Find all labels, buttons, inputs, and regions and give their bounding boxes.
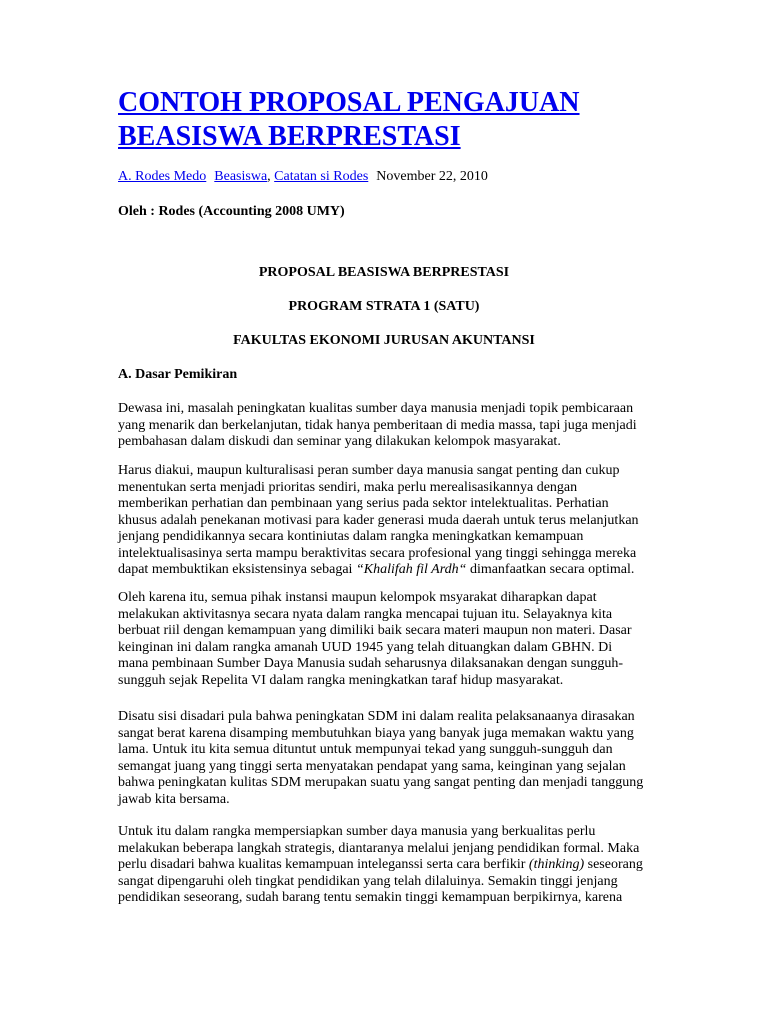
- paragraph-3: [118, 590, 654, 689]
- category-link-catatan[interactable]: Catatan si Rodes: [274, 169, 369, 184]
- paragraph-line: memberikan perhatian dan pembinaan yang serius pada sektor intelektualitas. Perhatian: [118, 496, 609, 511]
- paragraph-line: menentukan serta menjadi prioritas sendiri, maka perlu merealisasikannya dengan: [118, 479, 578, 495]
- paragraph-line: khusus adalah penekanan motivasi para kader generasi muda daerah untuk terus melanjutkan: [118, 512, 639, 528]
- paragraph-line: pendidikan seseorang, sudah barang tentu semakin tinggi kemampuan berpikirnya, karena: [118, 890, 623, 905]
- paragraph-line: melakukan aktivitasnya secara nyata dalam rangka mencapai tujuan itu. Selayaknya kita: [118, 606, 613, 622]
- post-date: November 22, 2010: [376, 169, 488, 184]
- paragraph-line: berbuat riil dengan kemampuan yang dimiliki baik secara materi maupun non materi. Dasar: [118, 623, 632, 638]
- paragraph-line: Disatu sisi disadari pula bahwa peningkatan SDM ini dalam realita pelaksanaanya dirasakan: [118, 709, 635, 724]
- faculty-heading: FAKULTAS EKONOMI JURUSAN AKUNTANSI: [233, 333, 535, 348]
- paragraph-line: melakukan beberapa langkah strategis, diantaranya melalui jenjang pendidikan formal. Maka: [118, 840, 640, 856]
- paragraph-line: pembahasan dalam diskudi dan seminar yang dilakukan kelompok masyarakat.: [118, 434, 561, 449]
- paragraph-line: jenjang pendidikannya secara kontiniutas dalam rangka meningkatkan kemampuan: [118, 529, 584, 544]
- paragraph-line: [118, 857, 654, 874]
- paragraph-line: Oleh karena itu, semua pihak instansi maupun kelompok msyarakat diharapkan dapat: [118, 590, 597, 605]
- text-run: dimanfaatkan secara optimal.: [466, 562, 635, 577]
- byline: Oleh : Rodes (Accounting 2008 UMY): [118, 204, 345, 219]
- proposal-heading: PROPOSAL BEASISWA BERPRESTASI: [258, 265, 510, 280]
- paragraph-line: keinginan ini dalam rangka amanah UUD 1945 yang telah dituangkan dalam GBHN. Di: [118, 639, 613, 655]
- paragraph-line: Harus diakui, maupun kulturalisasi peran sumber daya manusia sangat penting dan cukup: [118, 463, 620, 478]
- category-link-beasiswa[interactable]: Beasiswa: [214, 169, 268, 184]
- article-title-link[interactable]: CONTOH PROPOSAL PENGAJUAN BEASISWA BERPRESTASI: [118, 87, 580, 152]
- author-link[interactable]: A. Rodes Medo: [118, 169, 207, 184]
- paragraph-line: intelektualisasinya serta mampu beraktivitas secara profesional yang tinggi sehingga mereka: [118, 545, 637, 561]
- paragraph-line: Dewasa ini, masalah peningkatan kualitas sumber daya manusia menjadi topik pembicaraan: [118, 401, 634, 416]
- text-run: seseorang: [584, 857, 643, 872]
- program-heading: PROGRAM STRATA 1 (SATU): [288, 299, 480, 314]
- paragraph-line: [118, 562, 654, 579]
- paragraph-4: [118, 709, 654, 808]
- paragraph-line: lama. Untuk itu kita semua dituntut untuk mempunyai tekad yang sungguh-sungguh dan: [118, 742, 613, 757]
- paragraph-line: sangat berat karena disamping membutuhkan biaya yang banyak juga memakan waktu yang: [118, 725, 634, 741]
- paragraph-line: Untuk itu dalam rangka mempersiapkan sumber daya manusia yang berkualitas perlu: [118, 824, 596, 839]
- paragraph-line: mana pembinaan Sumber Daya Manusia sudah seharusnya dilaksanakan dengan sungguh-: [118, 656, 624, 671]
- italic-phrase: (thinking): [528, 857, 585, 872]
- category-separator: ,: [267, 169, 271, 184]
- paragraph-2: [118, 463, 654, 579]
- post-meta: [118, 168, 488, 185]
- paragraph-1: [118, 401, 654, 451]
- italic-phrase: “Khalifah fil Ardh“: [355, 562, 467, 577]
- section-heading-dasar-pemikiran: A. Dasar Pemikiran: [118, 367, 238, 382]
- paragraph-line: sungguh sejak Repelita VI dalam rangka meningkatkan taraf hidup masyarakat.: [118, 672, 564, 688]
- paragraph-line: yang menarik dan berkelanjutan, tidak hanya pemberitaan di media massa, tapi juga menjadi: [118, 417, 637, 433]
- paragraph-line: semangat juang yang tinggi serta menyatakan pendapat yang sama, keinginan yang sejalan: [118, 758, 626, 774]
- paragraph-line: sangat dipengaruhi oleh tingkat pendidikan yang telah dilaluinya. Semakin tinggi jenjang: [118, 873, 618, 889]
- text-run: dapat membuktikan eksistensinya sebagai: [118, 562, 356, 577]
- paragraph-line: bahwa peningkatan kulitas SDM merupakan suatu yang sangat penting dan menjadi tanggung: [118, 775, 644, 790]
- paragraph-line: jawab kita bersama.: [118, 791, 230, 807]
- text-run: perlu disadari bahwa kualitas kemampuan inteleganssi serta cara berfikir: [118, 857, 529, 872]
- paragraph-5: [118, 824, 654, 907]
